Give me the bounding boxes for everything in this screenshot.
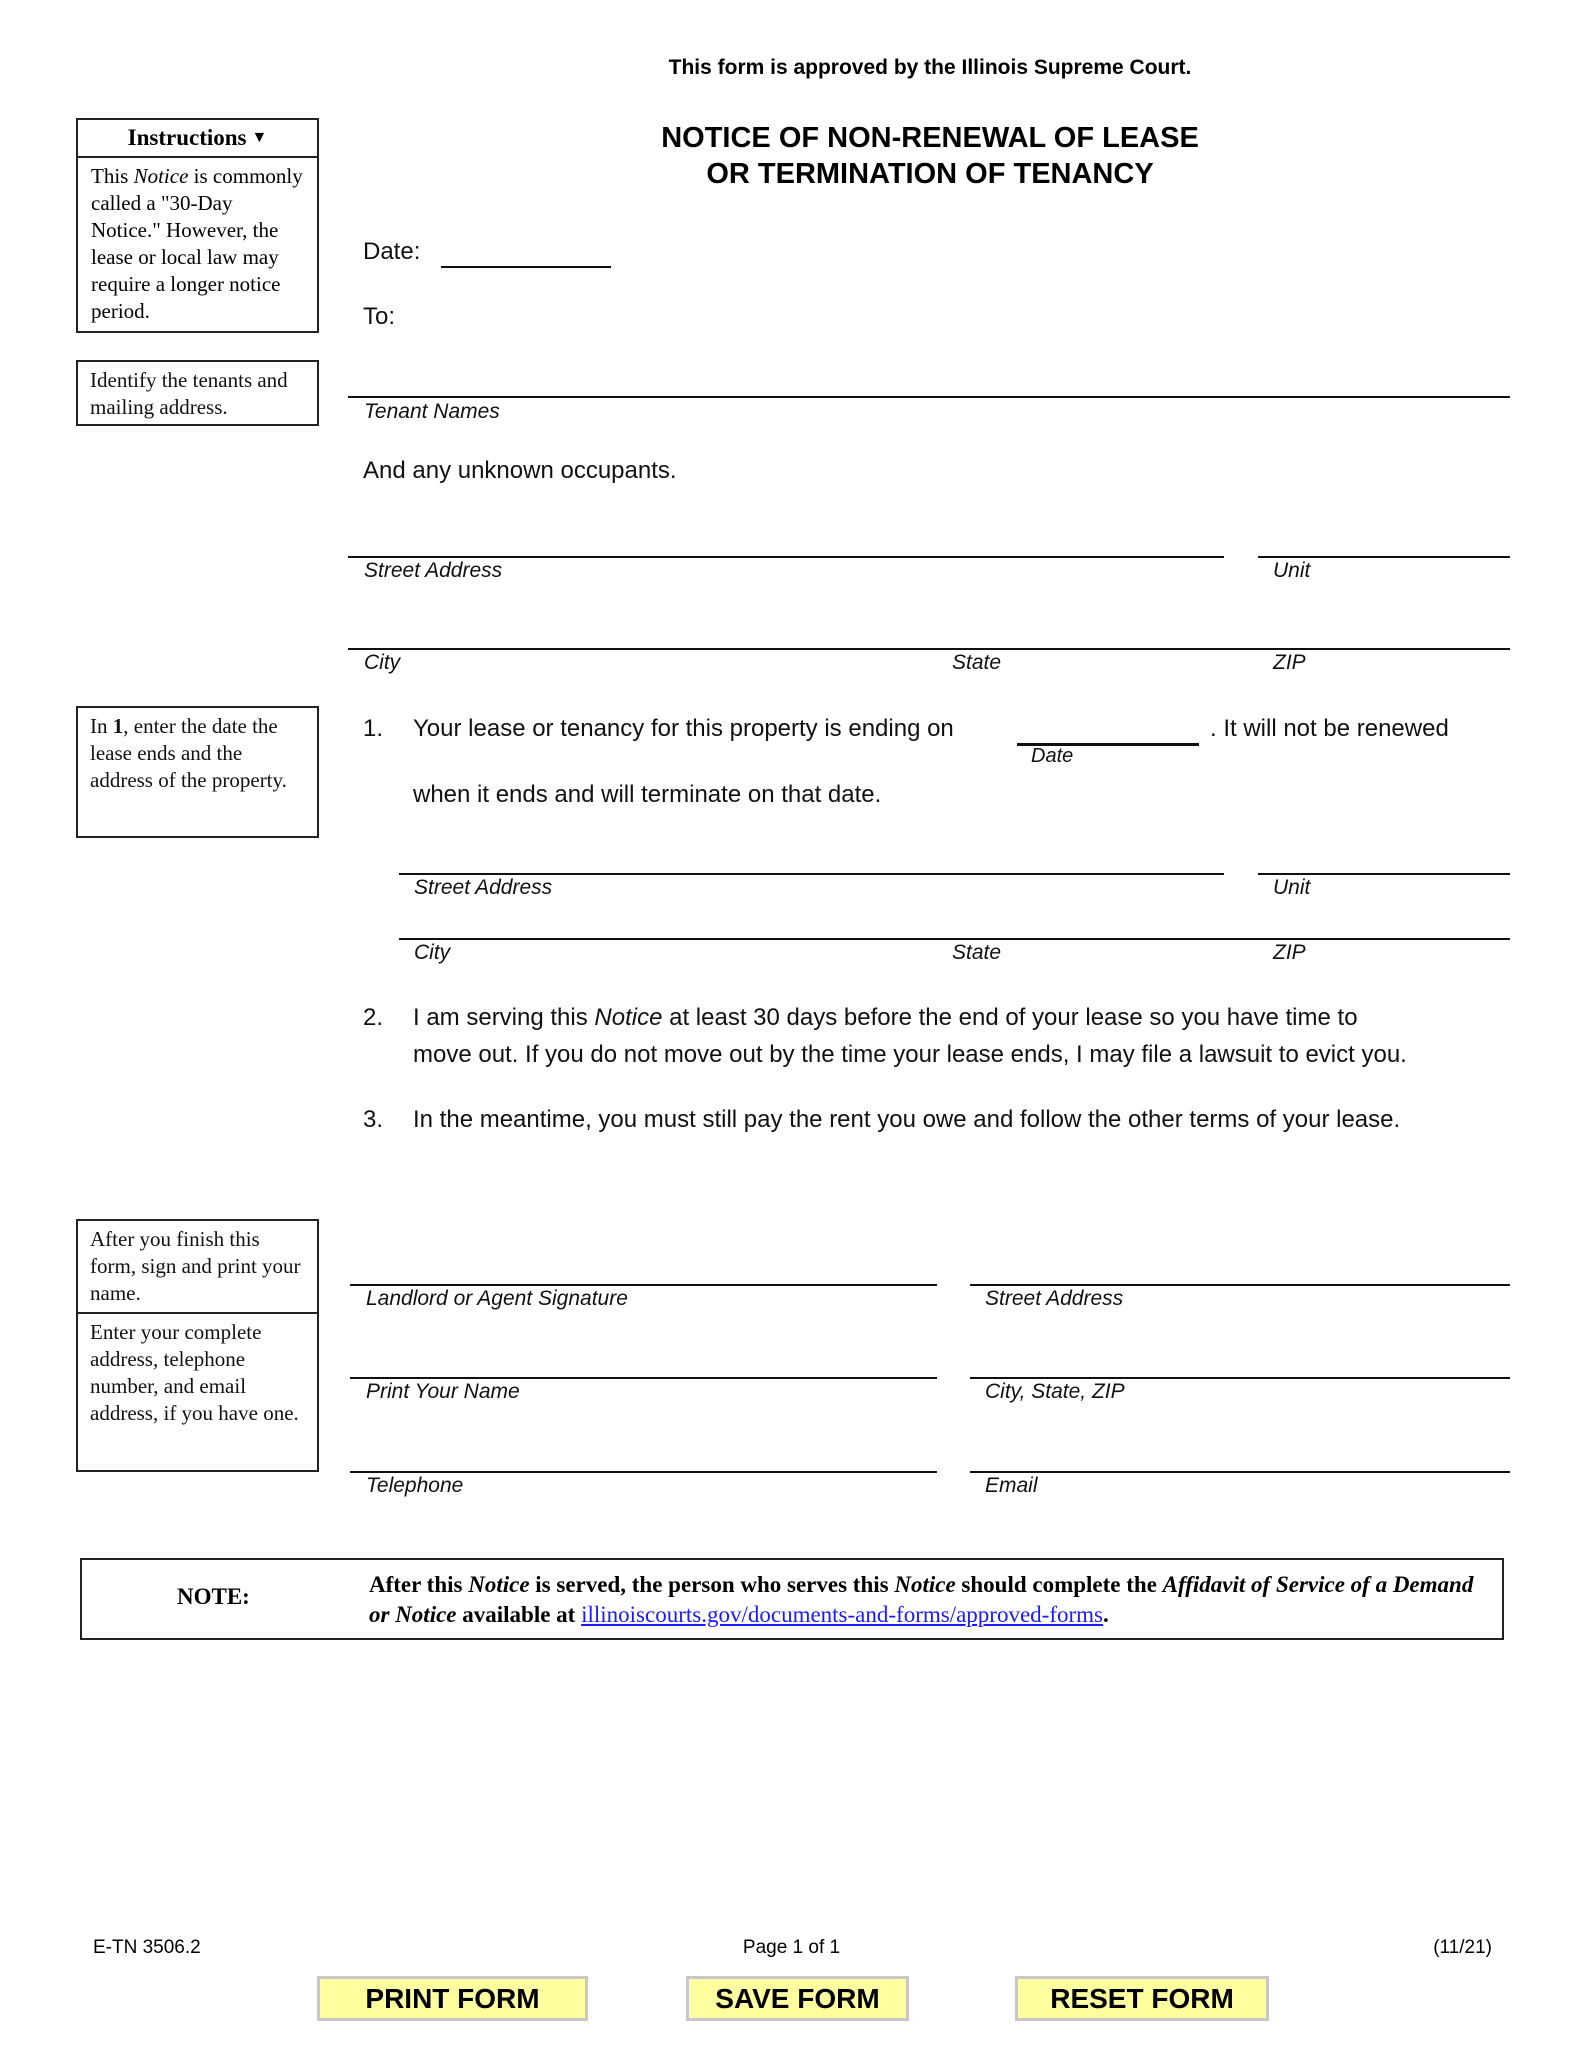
mailing-city-line bbox=[348, 648, 1510, 650]
page-title-line2: OR TERMINATION OF TENANCY bbox=[706, 158, 1154, 190]
landlord-city-state-zip-line bbox=[970, 1377, 1510, 1379]
property-city-input[interactable] bbox=[401, 906, 935, 938]
item1-text-after: . It will not be renewed bbox=[1210, 715, 1449, 742]
page-title-line1: NOTICE OF NON-RENEWAL OF LEASE bbox=[661, 122, 1199, 154]
mailing-city-label: City bbox=[364, 651, 401, 674]
property-street-line bbox=[399, 873, 1224, 875]
property-state-label: State bbox=[952, 941, 1002, 964]
signature-line bbox=[350, 1284, 937, 1286]
print-name-line bbox=[350, 1377, 937, 1379]
item1-text-before: Your lease or tenancy for this property is ending on bbox=[413, 715, 954, 742]
property-street-input[interactable] bbox=[401, 841, 1225, 873]
landlord-street-line bbox=[970, 1284, 1510, 1286]
tenant-names-label: Tenant Names bbox=[364, 400, 500, 423]
telephone-label: Telephone bbox=[366, 1474, 464, 1497]
lease-end-date-label: Date bbox=[1031, 745, 1074, 767]
note-text: After this Notice is served, the person who serves this Notice should complete the Affidavit of Service of a Demand or Notice available at illinoiscourts.gov/documents-and-forms/approved-forms. bbox=[369, 1572, 1474, 1627]
page-number: Page 1 of 1 bbox=[742, 1937, 841, 1958]
note-box bbox=[80, 1558, 1504, 1640]
save-form-button[interactable]: SAVE FORM bbox=[686, 1976, 909, 2021]
property-city-label: City bbox=[414, 941, 451, 964]
tenant-names-line bbox=[348, 396, 1510, 398]
property-zip-input[interactable] bbox=[1272, 906, 1512, 938]
telephone-input[interactable] bbox=[352, 1439, 938, 1471]
date-label: Date: bbox=[363, 238, 421, 265]
property-street-label: Street Address bbox=[414, 876, 553, 899]
print-name-label: Print Your Name bbox=[366, 1380, 520, 1403]
lease-end-date-input[interactable] bbox=[1018, 712, 1202, 744]
email-input[interactable] bbox=[972, 1439, 1512, 1471]
mailing-city-input[interactable] bbox=[350, 616, 934, 648]
mailing-street-label: Street Address bbox=[364, 559, 503, 582]
sign-hint: After you finish this form, sign and print your name. bbox=[76, 1219, 319, 1314]
note-label: NOTE: bbox=[177, 1584, 250, 1609]
item3-number: 3. bbox=[363, 1106, 384, 1133]
revision-date: (11/21) bbox=[1433, 1937, 1492, 1958]
instructions-text: This Notice is commonly called a "30-Day Notice." However, the lease or local law may require a longer notice period. bbox=[91, 164, 303, 323]
email-label: Email bbox=[985, 1474, 1038, 1497]
mailing-zip-input[interactable] bbox=[1272, 616, 1512, 648]
item2-number: 2. bbox=[363, 1004, 384, 1031]
property-unit-line bbox=[1258, 873, 1510, 875]
triangle-down-icon: ▼ bbox=[251, 129, 268, 146]
property-zip-label: ZIP bbox=[1273, 941, 1306, 964]
mailing-zip-label: ZIP bbox=[1273, 651, 1306, 674]
item2-line2: move out. If you do not move out by the time your lease ends, I may file a lawsuit to evict you. bbox=[413, 1041, 1407, 1068]
unknown-occupants-text: And any unknown occupants. bbox=[363, 457, 677, 484]
mailing-state-label: State bbox=[952, 651, 1002, 674]
landlord-city-state-zip-input[interactable] bbox=[972, 1345, 1512, 1377]
signature-input[interactable] bbox=[352, 1252, 938, 1284]
landlord-street-input[interactable] bbox=[972, 1252, 1512, 1284]
item1-hint: In 1, enter the date the lease ends and the address of the property. bbox=[76, 706, 319, 838]
item1-number: 1. bbox=[363, 715, 384, 742]
property-unit-input[interactable] bbox=[1260, 841, 1512, 873]
print-name-input[interactable] bbox=[352, 1345, 938, 1377]
landlord-street-label: Street Address bbox=[985, 1287, 1124, 1310]
approval-text: This form is approved by the Illinois Supreme Court. bbox=[668, 56, 1192, 79]
landlord-city-state-zip-label: City, State, ZIP bbox=[985, 1380, 1125, 1403]
instructions-title: Instructions bbox=[127, 125, 247, 150]
mailing-state-input[interactable] bbox=[950, 616, 1254, 648]
approved-forms-link[interactable]: illinoiscourts.gov/documents-and-forms/approved-forms bbox=[581, 1602, 1103, 1627]
item2-line1: I am serving this Notice at least 30 days before the end of your lease so you have time to bbox=[413, 1004, 1358, 1031]
reset-form-button[interactable]: RESET FORM bbox=[1015, 1976, 1269, 2021]
item3-text: In the meantime, you must still pay the rent you owe and follow the other terms of your lease. bbox=[413, 1106, 1401, 1133]
property-unit-label: Unit bbox=[1273, 876, 1311, 899]
item1-text-line2: when it ends and will terminate on that date. bbox=[413, 781, 882, 808]
mailing-unit-input[interactable] bbox=[1260, 524, 1512, 556]
date-input[interactable] bbox=[441, 236, 615, 268]
instructions-header[interactable] bbox=[78, 120, 317, 158]
telephone-line bbox=[350, 1471, 937, 1473]
signature-label: Landlord or Agent Signature bbox=[366, 1287, 628, 1310]
identify-tenants-hint: Identify the tenants and mailing address. bbox=[76, 360, 319, 426]
instructions-panel bbox=[76, 118, 319, 333]
print-form-button[interactable]: PRINT FORM bbox=[317, 1976, 588, 2021]
mailing-street-line bbox=[348, 556, 1224, 558]
tenant-names-input[interactable] bbox=[350, 364, 1512, 396]
contact-hint: Enter your complete address, telephone number, and email address, if you have one. bbox=[76, 1312, 319, 1472]
property-city-line bbox=[399, 938, 1510, 940]
property-state-input[interactable] bbox=[950, 906, 1254, 938]
to-label: To: bbox=[363, 303, 396, 330]
email-line bbox=[970, 1471, 1510, 1473]
mailing-street-input[interactable] bbox=[350, 524, 1224, 556]
mailing-unit-label: Unit bbox=[1273, 559, 1311, 582]
form-id: E-TN 3506.2 bbox=[93, 1937, 201, 1958]
mailing-unit-line bbox=[1258, 556, 1510, 558]
